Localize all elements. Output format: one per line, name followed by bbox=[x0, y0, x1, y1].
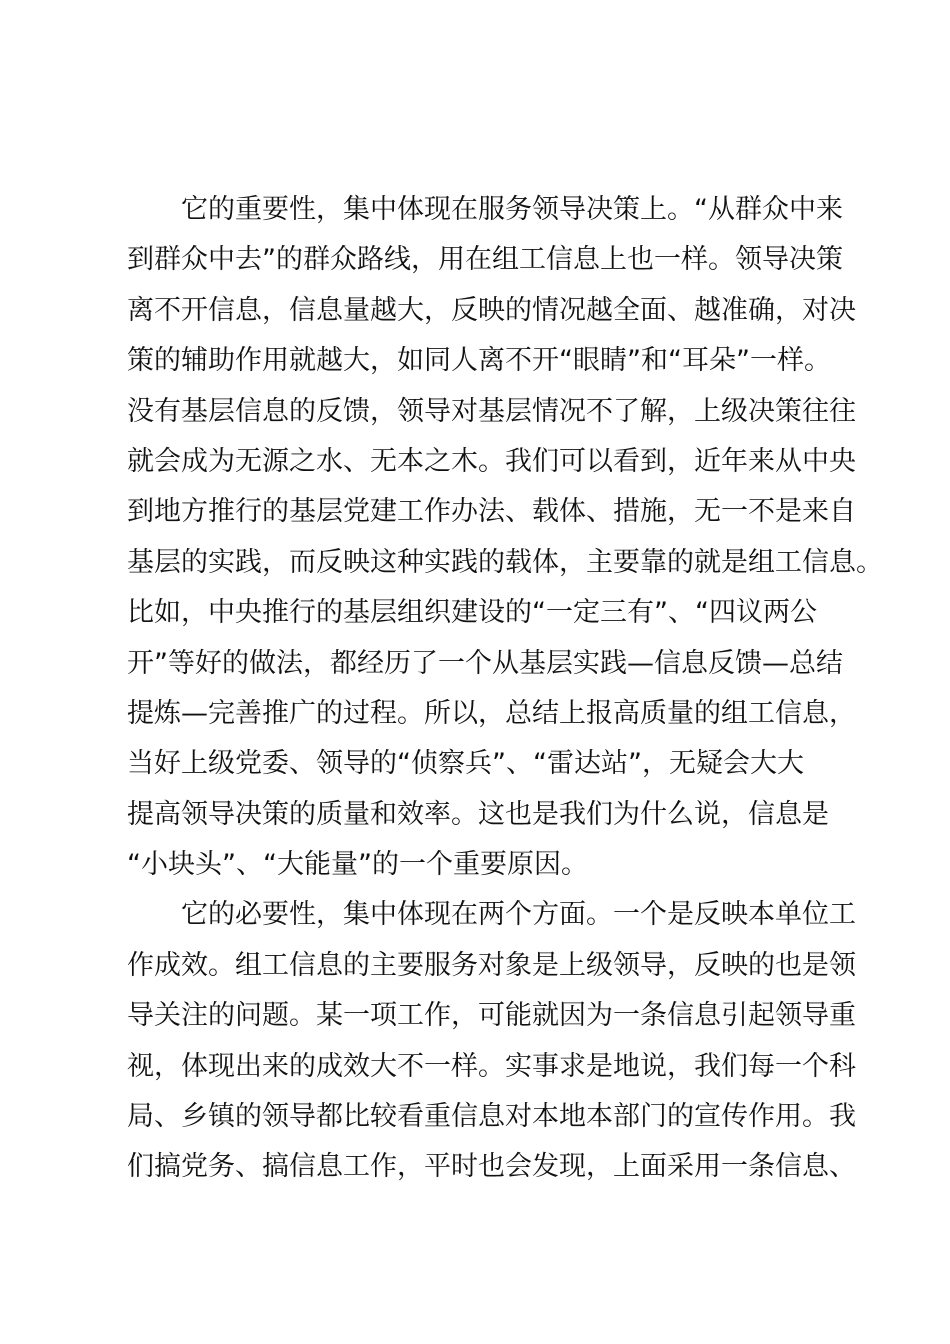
paragraph-1-line-5: 没有基层信息的反馈，领导对基层情况不了解，上级决策往往 bbox=[127, 395, 856, 427]
paragraph-1-line-2: 到群众中去”的群众路线，用在组工信息上也一样。领导决策 bbox=[127, 244, 843, 276]
paragraph-1-line-4: 策的辅助作用就越大，如同人离不开“眼睛”和“耳朵”一样。 bbox=[127, 345, 831, 377]
paragraph-2-line-4: 视，体现出来的成效大不一样。实事求是地说，我们每一个科 bbox=[127, 1050, 856, 1082]
body-text bbox=[127, 185, 883, 1193]
paragraph-1-line-11: 提炼—完善推广的过程。所以，总结上报高质量的组工信息， bbox=[127, 697, 856, 729]
paragraph-1-line-13: 提高领导决策的质量和效率。这也是我们为什么说，信息是 bbox=[127, 798, 829, 830]
paragraph-2-line-5: 局、乡镇的领导都比较看重信息对本地本部门的宣传作用。我 bbox=[127, 1101, 856, 1133]
paragraph-2-line-3: 导关注的问题。某一项工作，可能就因为一条信息引起领导重 bbox=[127, 1000, 856, 1032]
paragraph-2-line-6: 们搞党务、搞信息工作，平时也会发现，上面采用一条信息、 bbox=[127, 1151, 856, 1183]
paragraph-1-line-14: “小块头”、“大能量”的一个重要原因。 bbox=[127, 849, 588, 881]
paragraph-1-line-3: 离不开信息，信息量越大，反映的情况越全面、越准确，对决 bbox=[127, 294, 856, 326]
paragraph-1-line-10: 开”等好的做法，都经历了一个从基层实践—信息反馈—总结 bbox=[127, 647, 843, 679]
paragraph-1-line-8: 基层的实践，而反映这种实践的载体，主要靠的就是组工信息。 bbox=[127, 546, 883, 578]
paragraph-1-line-12: 当好上级党委、领导的“侦察兵”、“雷达站”，无疑会大大 bbox=[127, 748, 804, 780]
paragraph-1-line-9: 比如，中央推行的基层组织建设的“一定三有”、“四议两公 bbox=[127, 597, 817, 629]
paragraph-1-line-7: 到地方推行的基层党建工作办法、载体、措施，无一不是来自 bbox=[127, 496, 856, 528]
paragraph-2-line-2: 作成效。组工信息的主要服务对象是上级领导，反映的也是领 bbox=[127, 949, 856, 981]
paragraph-2-line-1: 它的必要性，集中体现在两个方面。一个是反映本单位工 bbox=[181, 899, 856, 931]
paragraph-1-line-1: 它的重要性，集中体现在服务领导决策上。“从群众中来 bbox=[181, 194, 843, 225]
paragraph-1-line-6: 就会成为无源之水、无本之木。我们可以看到，近年来从中央 bbox=[127, 445, 856, 477]
